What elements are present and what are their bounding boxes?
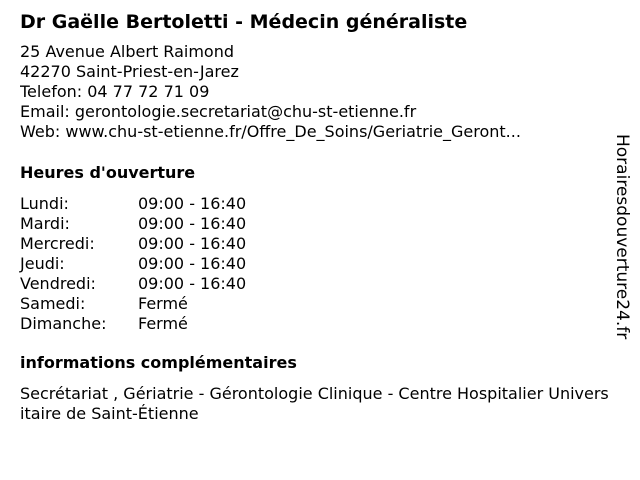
opening-hours-table bbox=[20, 194, 246, 334]
additional-info-heading: informations complémentaires bbox=[20, 353, 297, 372]
hours-row-friday bbox=[20, 274, 246, 294]
day-label: Mardi: bbox=[20, 214, 70, 233]
site-watermark: Horairesdouverture24.fr bbox=[612, 134, 632, 340]
additional-info-text: Secrétariat , Gériatrie - Gérontologie Clinique - Centre Hospitalier Universitaire de Saint-Étienne bbox=[20, 384, 609, 423]
hours-row-saturday bbox=[20, 294, 246, 314]
day-label: Mercredi: bbox=[20, 234, 95, 253]
day-label: Jeudi: bbox=[20, 254, 65, 273]
day-hours: Fermé bbox=[138, 294, 188, 313]
day-hours: 09:00 - 16:40 bbox=[138, 254, 247, 273]
street-address: 25 Avenue Albert Raimond bbox=[20, 42, 234, 61]
hours-row-monday bbox=[20, 194, 246, 214]
day-label: Vendredi: bbox=[20, 274, 96, 293]
day-hours: 09:00 - 16:40 bbox=[138, 214, 247, 233]
day-hours: Fermé bbox=[138, 314, 188, 333]
day-label: Dimanche: bbox=[20, 314, 107, 333]
opening-hours-heading: Heures d'ouverture bbox=[20, 163, 196, 182]
day-hours: 09:00 - 16:40 bbox=[138, 274, 247, 293]
hours-row-tuesday bbox=[20, 214, 246, 234]
email-address: Email: gerontologie.secretariat@chu-st-etienne.fr bbox=[20, 102, 417, 121]
phone-number: Telefon: 04 77 72 71 09 bbox=[20, 82, 210, 101]
page-title: Dr Gaëlle Bertoletti - Médecin généraliste bbox=[20, 11, 468, 33]
day-hours: 09:00 - 16:40 bbox=[138, 234, 247, 253]
address-block bbox=[20, 42, 600, 142]
website-link[interactable]: Web: www.chu-st-etienne.fr/Offre_De_Soins/Geriatrie_Geront... bbox=[20, 122, 521, 141]
hours-row-thursday bbox=[20, 254, 246, 274]
day-hours: 09:00 - 16:40 bbox=[138, 194, 247, 213]
day-label: Lundi: bbox=[20, 194, 69, 213]
day-label: Samedi: bbox=[20, 294, 86, 313]
hours-row-sunday bbox=[20, 314, 246, 334]
hours-row-wednesday bbox=[20, 234, 246, 254]
city-address: 42270 Saint-Priest-en-Jarez bbox=[20, 62, 239, 81]
